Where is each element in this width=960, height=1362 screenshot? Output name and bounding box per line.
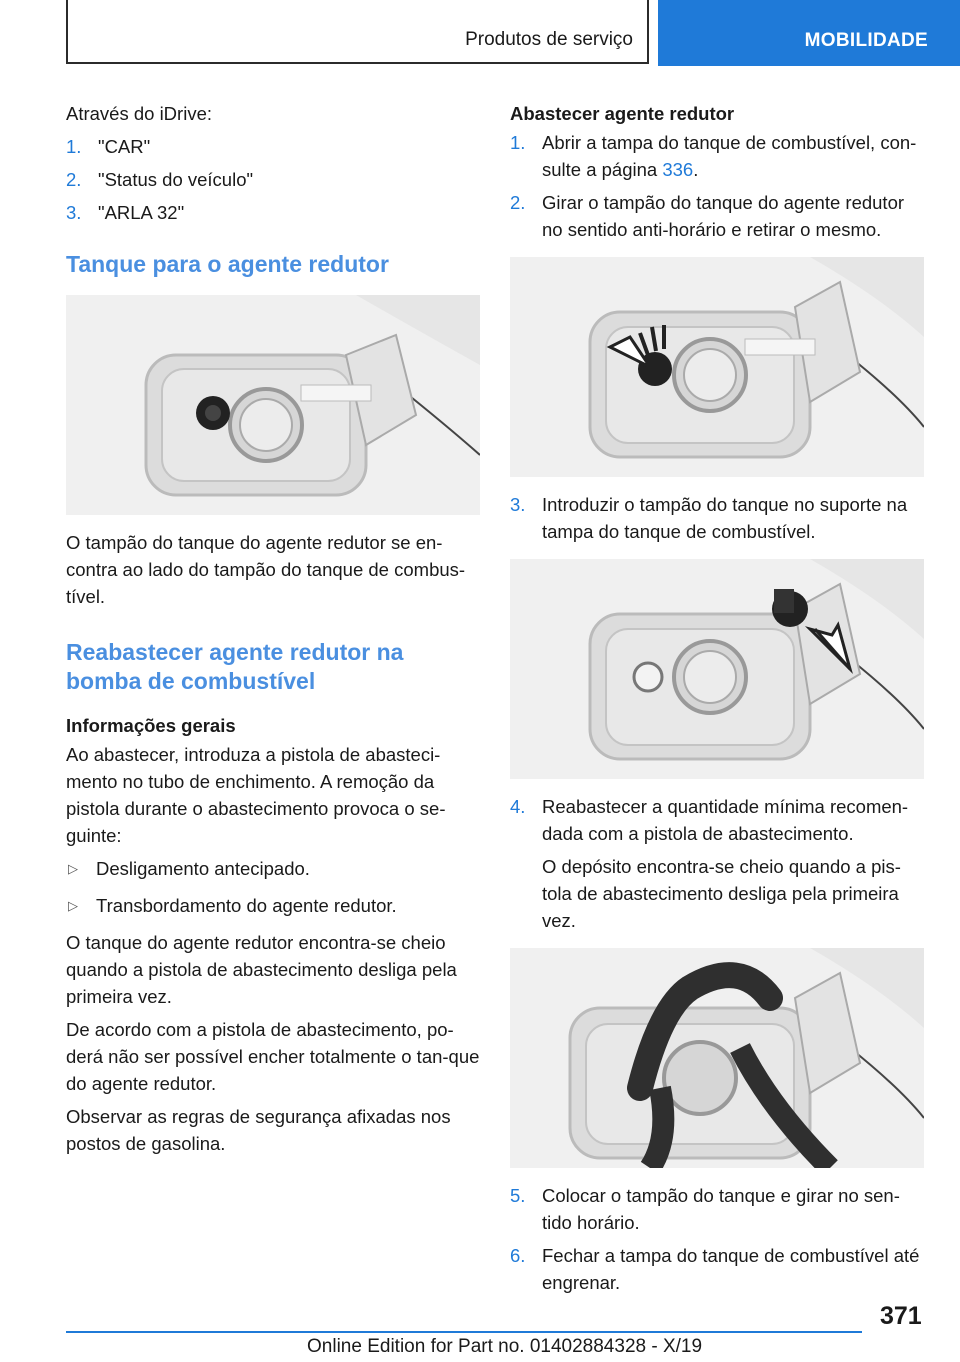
step-number: 3. xyxy=(510,494,526,515)
step-number: 1. xyxy=(66,136,82,157)
page-header xyxy=(0,0,960,66)
page-reference-link[interactable]: 336 xyxy=(662,159,694,180)
cap-holder-image xyxy=(510,559,924,779)
safety-rules-text: Observar as regras de segurança afixadas nos postos de gasolina. xyxy=(66,1106,451,1154)
footer-divider xyxy=(66,1331,862,1333)
list-item: ▷ Desligamento antecipado. xyxy=(66,855,480,882)
edition-info: Online Edition for Part no. 01402884328 - X/19 xyxy=(307,1336,703,1357)
step-number: 1. xyxy=(510,132,526,153)
list-item: 1. Abrir a tampa do tanque de combustível, con-sulte a página 336. xyxy=(510,129,924,183)
refuel-steps-final xyxy=(510,1182,924,1296)
refuel-heading: Reabastecer agente redutor na bomba de combustível xyxy=(66,639,404,694)
left-column xyxy=(66,100,480,1163)
step-number: 4. xyxy=(510,796,526,817)
tank-description: O tampão do tanque do agente redutor se en-contra ao lado do tampão do tanque de combus-tível. xyxy=(66,532,466,607)
refuel-steps-cont2 xyxy=(510,793,924,934)
idrive-steps xyxy=(66,133,480,226)
refuel-steps-cont xyxy=(510,491,924,545)
page-number: 371 xyxy=(880,1302,922,1330)
step-number: 6. xyxy=(510,1245,526,1266)
remove-cap-image xyxy=(510,257,924,477)
step4-note: O depósito encontra-se cheio quando a pis-tola de abastecimento desliga pela primeira vez. xyxy=(542,856,901,931)
step-number: 3. xyxy=(66,202,82,223)
refuel-steps-heading: Abastecer agente redutor xyxy=(510,103,735,124)
chapter-title: MOBILIDADE xyxy=(804,30,928,51)
refill-nozzle-image xyxy=(510,948,924,1168)
section-title: Produtos de serviço xyxy=(465,29,633,50)
tank-cap-image xyxy=(66,295,480,515)
general-info-text: Ao abastecer, introduza a pistola de abasteci-mento no tubo de enchimento. A remoção da pistola durante o abastecimento provoca o se-guinte: xyxy=(66,744,446,846)
general-info-heading: Informações gerais xyxy=(66,715,236,736)
tank-heading: Tanque para o agente redutor xyxy=(66,251,389,277)
list-item: 5. Colocar o tampão do tanque e girar no sen-tido horário. xyxy=(510,1182,924,1236)
list-item: 3. "ARLA 32" xyxy=(66,199,480,226)
chapter-tab xyxy=(658,0,960,66)
list-item: ▷ Transbordamento do agente redutor. xyxy=(66,892,480,919)
pistol-text: De acordo com a pistola de abastecimento, po-derá não ser possível encher totalmente o tan-que do agente redutor. xyxy=(66,1019,480,1094)
right-column xyxy=(510,100,924,1302)
section-tab xyxy=(66,0,649,64)
list-item: 4. Reabastecer a quantidade mínima recomen-dada com a pistola de abastecimento. O depósito encontra-se cheio quando a pis-tola de abastecimento desliga pela primeira vez. xyxy=(510,793,924,934)
tank-full-text: O tanque do agente redutor encontra-se cheio quando a pistola de abastecimento desliga pela primeira vez. xyxy=(66,932,457,1007)
list-item: 1. "CAR" xyxy=(66,133,480,160)
list-item: 2. Girar o tampão do tanque do agente redutor no sentido anti-horário e retirar o mesmo. xyxy=(510,189,924,243)
step-number: 2. xyxy=(510,192,526,213)
refuel-steps xyxy=(510,129,924,243)
triangle-right-icon: ▷ xyxy=(68,898,78,913)
step-number: 5. xyxy=(510,1185,526,1206)
step-number: 2. xyxy=(66,169,82,190)
list-item: 2. "Status do veículo" xyxy=(66,166,480,193)
consequences-list xyxy=(66,855,480,919)
idrive-intro: Através do iDrive: xyxy=(66,103,212,124)
list-item: 3. Introduzir o tampão do tanque no suporte na tampa do tanque de combustível. xyxy=(510,491,924,545)
list-item: 6. Fechar a tampa do tanque de combustível até engrenar. xyxy=(510,1242,924,1296)
triangle-right-icon: ▷ xyxy=(68,861,78,876)
